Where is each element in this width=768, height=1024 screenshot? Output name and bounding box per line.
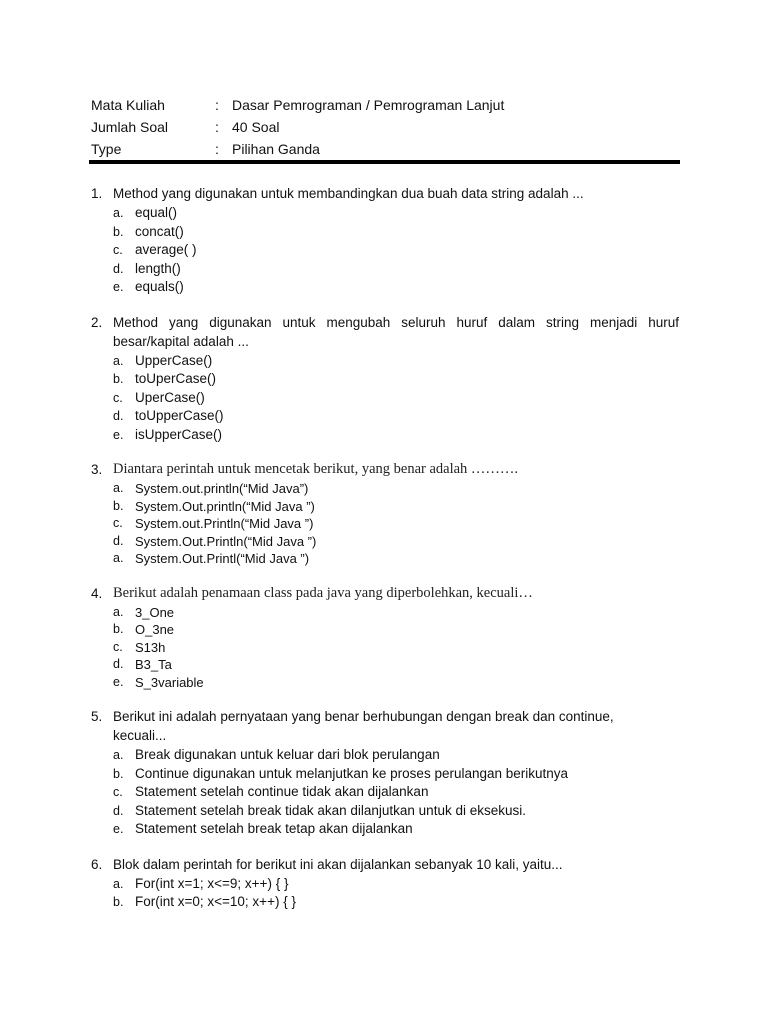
- option-text: System.out.println(“Mid Java”): [135, 481, 309, 496]
- question-3: [91, 460, 679, 568]
- option-label: b.: [113, 372, 124, 386]
- question-text: Berikut ini adalah pernyataan yang benar berhubungan dengan break dan continue, kecuali...: [113, 709, 614, 743]
- option-label: a.: [113, 206, 124, 220]
- option-text: Continue digunakan untuk melanjutkan ke proses perulangan berikutnya: [135, 765, 569, 781]
- option-label: e.: [113, 674, 124, 689]
- option-list: [113, 352, 679, 445]
- question-6: [91, 855, 679, 912]
- option-text: System.Out.Println(“Mid Java ”): [135, 533, 317, 549]
- option: [113, 515, 679, 533]
- header-value: Pilihan Ganda: [232, 141, 320, 157]
- option-text: O_3ne: [135, 622, 175, 637]
- option-text: S_3variable: [135, 674, 204, 690]
- option: [113, 550, 679, 568]
- option-label: c.: [113, 639, 123, 654]
- option: [113, 875, 679, 894]
- header-colon: :: [215, 97, 219, 113]
- question-number: 5.: [91, 709, 103, 724]
- option: [113, 746, 679, 765]
- option-label: d.: [113, 657, 124, 671]
- option-label: c.: [113, 243, 123, 257]
- header-colon: :: [215, 141, 219, 157]
- option-label: a.: [113, 748, 124, 762]
- option-text: toUpperCase(): [135, 408, 224, 423]
- option: [113, 604, 679, 622]
- option-label: e.: [113, 822, 124, 836]
- option-label: a.: [113, 551, 124, 565]
- option-label: a.: [113, 481, 124, 495]
- question-2: [91, 313, 679, 445]
- option: [113, 674, 679, 692]
- header-row-count: [91, 116, 681, 138]
- question-5: [91, 707, 679, 839]
- option: [113, 241, 679, 260]
- question-list: [91, 184, 679, 928]
- option-text: System.out.Println(“Mid Java ”): [135, 516, 314, 531]
- option: [113, 656, 679, 674]
- option: [113, 389, 679, 408]
- option: [113, 204, 679, 223]
- question-number: 2.: [91, 314, 103, 330]
- option-label: c.: [113, 516, 123, 530]
- option-label: a.: [113, 353, 124, 368]
- option-list: [113, 604, 679, 692]
- option: [113, 783, 679, 802]
- header-label: Mata Kuliah: [91, 97, 165, 113]
- option: [113, 480, 679, 498]
- question-number: 1.: [91, 186, 103, 201]
- question-text: Berikut adalah penamaan class pada java yang diperbolehkan, kecuali…: [113, 584, 533, 601]
- option-text: For(int x=0; x<=10; x++) { }: [135, 894, 296, 909]
- option: [113, 223, 679, 242]
- option-label: e.: [113, 280, 124, 294]
- option-label: b.: [113, 498, 124, 513]
- option-text: System.Out.Printl(“Mid Java ”): [135, 551, 310, 566]
- option-text: System.Out.println(“Mid Java ”): [135, 498, 315, 514]
- question-number: 3.: [91, 462, 103, 477]
- option-text: equal(): [135, 205, 178, 220]
- option: [113, 639, 679, 657]
- option-text: S13h: [135, 639, 166, 655]
- option: [113, 765, 679, 784]
- option-list: [113, 746, 679, 839]
- option-text: isUpperCase(): [135, 426, 223, 442]
- question-1: [91, 184, 679, 297]
- option-label: d.: [113, 409, 124, 423]
- option-label: d.: [113, 803, 124, 818]
- header-value: 40 Soal: [232, 119, 280, 135]
- header-row-course: [91, 94, 681, 116]
- option-label: d.: [113, 261, 124, 276]
- option-label: b.: [113, 766, 124, 781]
- option-text: concat(): [135, 223, 184, 239]
- header-divider: [89, 160, 680, 164]
- option-text: equals(): [135, 279, 184, 294]
- header-row-type: [91, 138, 681, 160]
- option-label: b.: [113, 895, 124, 909]
- option: [113, 621, 679, 639]
- question-4: [91, 584, 679, 692]
- option-list: [113, 480, 679, 568]
- question-number: 4.: [91, 585, 103, 601]
- option: [113, 278, 679, 297]
- option-list: [113, 875, 679, 912]
- question-text: Blok dalam perintah for berikut ini akan dijalankan sebanyak 10 kali, yaitu...: [113, 856, 563, 872]
- question-text: Diantara perintah untuk mencetak berikut, yang benar adalah ……….: [113, 461, 519, 477]
- option-text: average( ): [135, 242, 197, 257]
- option-text: length(): [135, 260, 181, 276]
- option-label: c.: [113, 390, 123, 405]
- header-value: Dasar Pemrograman / Pemrograman Lanjut: [232, 97, 505, 113]
- option-text: Statement setelah break tetap akan dijalankan: [135, 821, 413, 836]
- option-text: UperCase(): [135, 389, 205, 405]
- question-number: 6.: [91, 856, 103, 872]
- option-text: For(int x=1; x<=9; x++) { }: [135, 875, 289, 891]
- option-text: Statement setelah continue tidak akan dijalankan: [135, 784, 429, 799]
- option-text: toUperCase(): [135, 371, 217, 386]
- option-label: b.: [113, 224, 124, 239]
- option: [113, 498, 679, 516]
- option-text: 3_One: [135, 604, 175, 620]
- option-text: Statement setelah break tidak akan dilanjutkan untuk di eksekusi.: [135, 802, 526, 818]
- option-label: e.: [113, 427, 124, 442]
- option: [113, 893, 679, 912]
- option-label: c.: [113, 785, 123, 799]
- option-label: a.: [113, 604, 124, 619]
- option: [113, 802, 679, 821]
- option: [113, 352, 679, 371]
- option-text: B3_Ta: [135, 657, 172, 672]
- option-label: a.: [113, 876, 124, 891]
- header-label: Type: [91, 141, 122, 157]
- option: [113, 533, 679, 551]
- option: [113, 407, 679, 426]
- option: [113, 260, 679, 279]
- header-label: Jumlah Soal: [91, 119, 169, 135]
- header-colon: :: [215, 119, 219, 135]
- exam-header: [91, 94, 681, 160]
- option: [113, 820, 679, 839]
- option-text: UpperCase(): [135, 352, 213, 368]
- question-text: Method yang digunakan untuk mengubah seluruh huruf dalam string menjadi huruf besar/kapital adalah ...: [113, 314, 679, 349]
- option: [113, 370, 679, 389]
- option: [113, 426, 679, 445]
- option-label: d.: [113, 533, 124, 548]
- option-text: Break digunakan untuk keluar dari blok perulangan: [135, 747, 440, 762]
- option-list: [113, 204, 679, 297]
- option-label: b.: [113, 622, 124, 636]
- question-text: Method yang digunakan untuk membandingkan dua buah data string adalah ...: [113, 186, 584, 201]
